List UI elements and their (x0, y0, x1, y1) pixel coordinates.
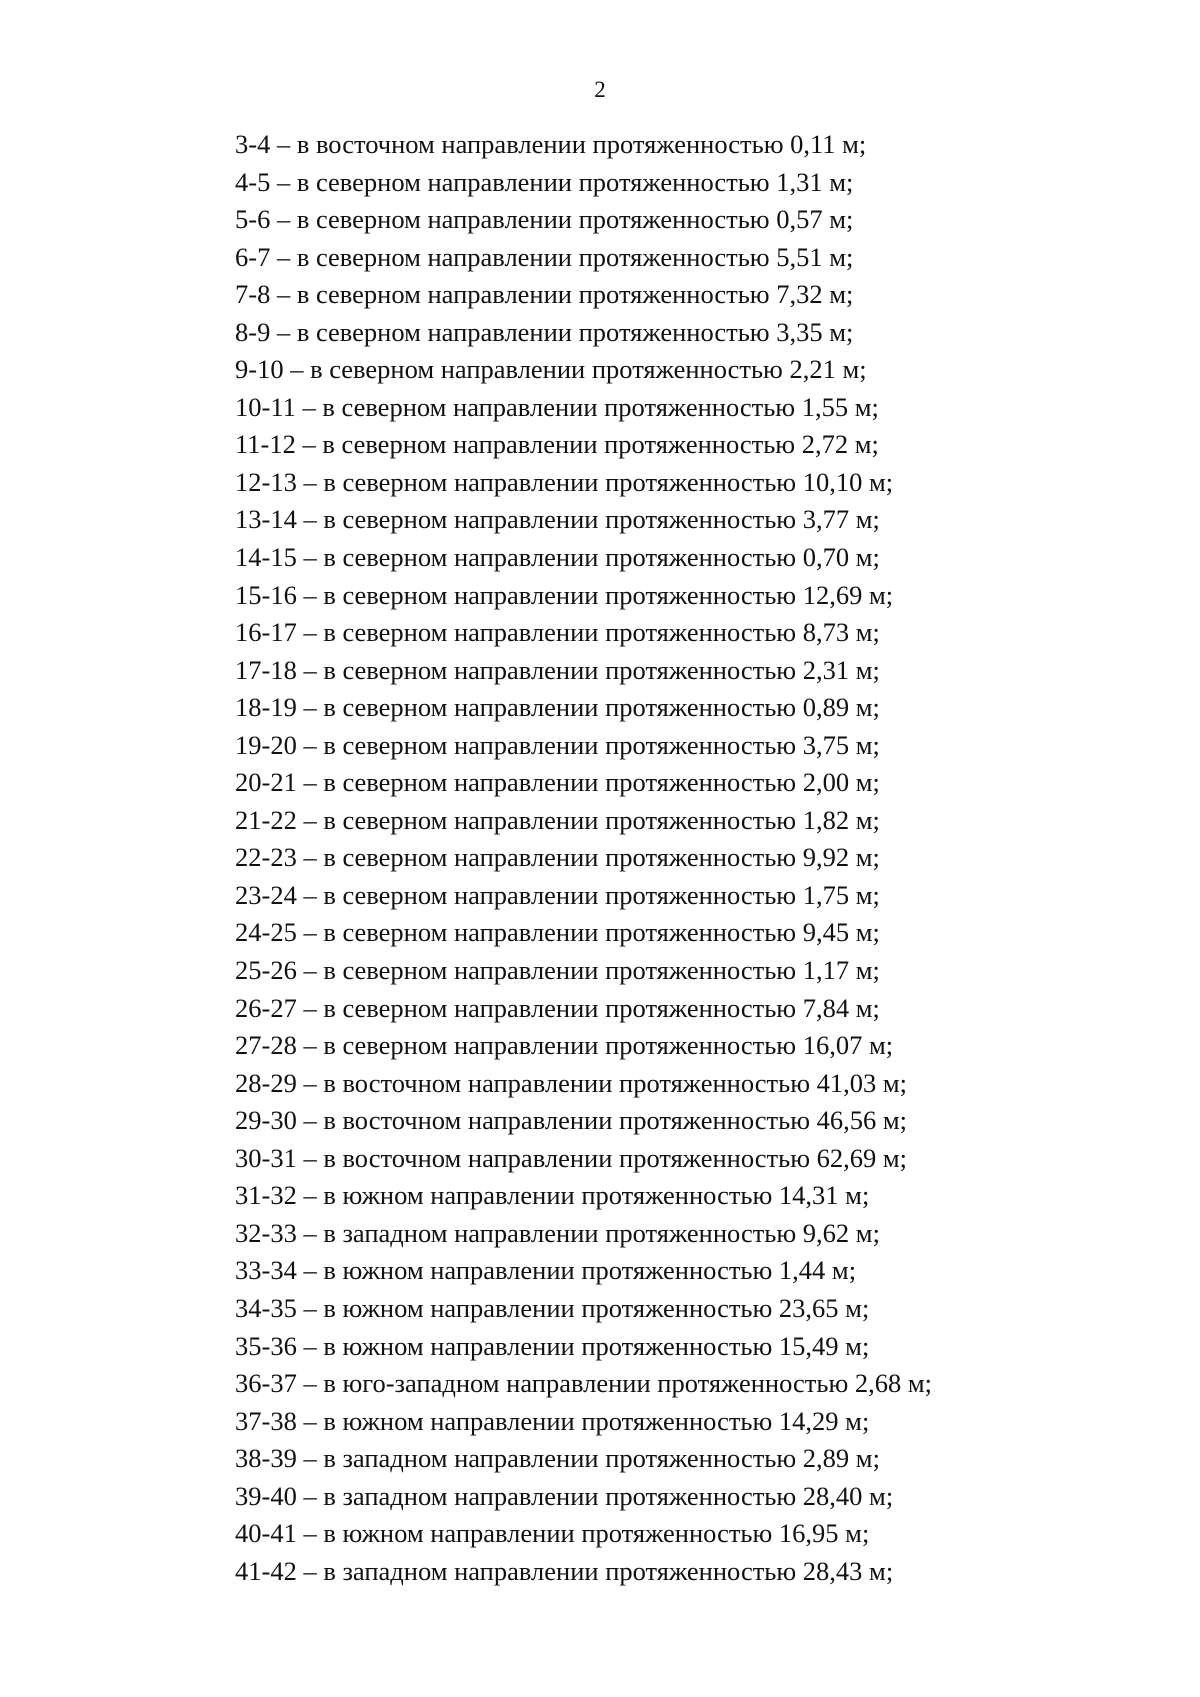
boundary-segment-line: 11-12 – в северном направлении протяженностью 2,72 м; (235, 429, 879, 460)
boundary-segment-line: 16-17 – в северном направлении протяженностью 8,73 м; (235, 617, 880, 648)
boundary-segment-line: 3-4 – в восточном направлении протяженностью 0,11 м; (235, 129, 867, 159)
boundary-segment-line: 24-25 – в северном направлении протяженностью 9,45 м; (235, 917, 880, 948)
boundary-segment-line: 8-9 – в северном направлении протяженностью 3,35 м; (235, 316, 854, 347)
boundary-segment-line: 30-31 – в восточном направлении протяженностью 62,69 м; (235, 1142, 907, 1173)
boundary-segment-line: 21-22 – в северном направлении протяженностью 1,82 м; (235, 804, 880, 835)
boundary-segment-line: 4-5 – в северном направлении протяженностью 1,31 м; (235, 166, 854, 197)
boundary-segment-line: 23-24 – в северном направлении протяженностью 1,75 м; (235, 879, 880, 910)
boundary-segment-line: 18-19 – в северном направлении протяженностью 0,89 м; (235, 692, 880, 723)
boundary-segment-line: 12-13 – в северном направлении протяженностью 10,10 м; (235, 466, 894, 497)
boundary-segment-line: 25-26 – в северном направлении протяженностью 1,17 м; (235, 955, 880, 986)
boundary-segment-line: 34-35 – в южном направлении протяженностью 23,65 м; (235, 1292, 870, 1323)
boundary-segment-line: 27-28 – в северном направлении протяженностью 16,07 м; (235, 1030, 894, 1061)
boundary-segment-line: 20-21 – в северном направлении протяженностью 2,00 м; (235, 767, 880, 798)
boundary-segment-line: 10-11 – в северном направлении протяженностью 1,55 м; (235, 391, 879, 422)
boundary-segment-line: 7-8 – в северном направлении протяженностью 7,32 м; (235, 279, 854, 310)
boundary-segment-line: 37-38 – в южном направлении протяженностью 14,29 м; (235, 1405, 870, 1436)
boundary-segment-line: 17-18 – в северном направлении протяженностью 2,31 м; (235, 654, 880, 685)
boundary-segment-line: 29-30 – в восточном направлении протяженностью 46,56 м; (235, 1105, 907, 1136)
boundary-segment-line: 32-33 – в западном направлении протяженностью 9,62 м; (235, 1217, 880, 1248)
boundary-segment-line: 19-20 – в северном направлении протяженностью 3,75 м; (235, 729, 880, 760)
boundary-segment-line: 39-40 – в западном направлении протяженностью 28,40 м; (235, 1480, 894, 1511)
boundary-segment-line: 26-27 – в северном направлении протяженностью 7,84 м; (235, 992, 880, 1023)
page-number: 2 (594, 77, 606, 102)
boundary-segment-line: 41-42 – в западном направлении протяженностью 28,43 м; (235, 1555, 894, 1586)
boundary-segment-line: 40-41 – в южном направлении протяженностью 16,95 м; (235, 1518, 870, 1549)
boundary-segment-line: 9-10 – в северном направлении протяженностью 2,21 м; (235, 354, 867, 385)
boundary-segment-line: 22-23 – в северном направлении протяженностью 9,92 м; (235, 842, 880, 873)
boundary-segment-line: 14-15 – в северном направлении протяженностью 0,70 м; (235, 542, 880, 573)
boundary-segment-line: 38-39 – в западном направлении протяженностью 2,89 м; (235, 1443, 880, 1474)
boundary-segment-line: 36-37 – в юго-западном направлении протяженностью 2,68 м; (235, 1368, 933, 1399)
boundary-segment-line: 15-16 – в северном направлении протяженностью 12,69 м; (235, 579, 894, 610)
boundary-segment-line: 35-36 – в южном направлении протяженностью 15,49 м; (235, 1330, 870, 1361)
boundary-segment-line: 31-32 – в южном направлении протяженностью 14,31 м; (235, 1180, 870, 1211)
boundary-segment-list (235, 126, 932, 1590)
boundary-segment-line: 13-14 – в северном направлении протяженностью 3,77 м; (235, 504, 880, 535)
boundary-segment-line: 28-29 – в восточном направлении протяженностью 41,03 м; (235, 1067, 907, 1098)
boundary-segment-line: 33-34 – в южном направлении протяженностью 1,44 м; (235, 1255, 857, 1286)
boundary-segment-line: 5-6 – в северном направлении протяженностью 0,57 м; (235, 204, 854, 235)
boundary-segment-line: 6-7 – в северном направлении протяженностью 5,51 м; (235, 241, 854, 272)
